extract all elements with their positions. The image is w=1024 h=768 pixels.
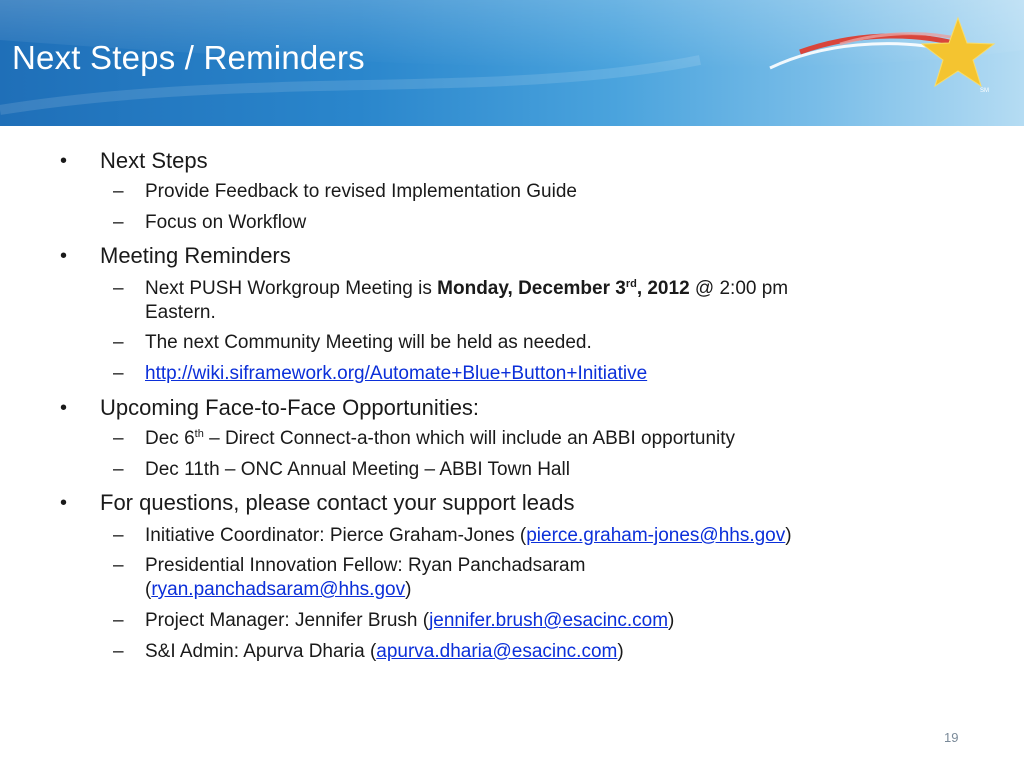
dash-icon: – <box>113 555 124 576</box>
slide-title: Next Steps / Reminders <box>12 39 365 76</box>
dash-icon: – <box>113 641 124 662</box>
section-face-to-face: Upcoming Face-to-Face Opportunities: <box>100 395 480 420</box>
list-item-admin <box>145 640 624 664</box>
pm-text: Project Manager: Jennifer Brush ( <box>145 610 430 631</box>
push-date-text: Monday, December 3 <box>437 278 626 299</box>
dash-icon: – <box>113 363 124 384</box>
fellow-email-line <box>145 578 411 602</box>
push-year-text: , 2012 <box>636 278 690 299</box>
close-paren: ) <box>617 641 624 662</box>
admin-text: S&I Admin: Apurva Dharia ( <box>145 641 377 662</box>
wiki-link[interactable]: http://wiki.siframework.org/Automate+Blue+Button+Initiative <box>145 363 648 384</box>
push-time-text: @ 2:00 pm <box>689 278 789 299</box>
list-item-wiki <box>145 362 647 386</box>
list-item-dec11: Dec 11th – ONC Annual Meeting – ABBI Town Hall <box>145 459 570 480</box>
close-paren: ) <box>668 610 675 631</box>
dec6-date: Dec 6 <box>145 428 195 449</box>
admin-email-link[interactable]: apurva.dharia@esacinc.com <box>376 641 618 662</box>
bullet-icon: • <box>60 397 68 419</box>
coordinator-email-link[interactable]: pierce.graham-jones@hhs.gov <box>526 525 786 546</box>
dec6-text: – Direct Connect-a-thon which will include an ABBI opportunity <box>203 428 736 449</box>
list-item-coordinator <box>145 524 792 548</box>
dec6-suffix: th <box>194 428 204 440</box>
fellow-email-link[interactable]: ryan.panchadsaram@hhs.gov <box>151 579 406 600</box>
list-item: The next Community Meeting will be held as needed. <box>145 332 592 353</box>
list-item-push-meeting <box>145 277 788 301</box>
list-item-fellow: Presidential Innovation Fellow: Ryan Panchadsaram <box>145 555 586 576</box>
bullet-icon: • <box>60 492 68 514</box>
open-paren: ( <box>145 579 152 600</box>
section-meeting-reminders: Meeting Reminders <box>100 243 291 268</box>
close-paren: ) <box>405 579 412 600</box>
dash-icon: – <box>113 278 124 299</box>
coordinator-text: Initiative Coordinator: Pierce Graham-Jones ( <box>145 525 527 546</box>
dash-icon: – <box>113 332 124 353</box>
dash-icon: – <box>113 428 124 449</box>
section-next-steps: Next Steps <box>100 148 208 173</box>
dash-icon: – <box>113 181 124 202</box>
push-meeting-date <box>437 278 689 299</box>
list-item: Focus on Workflow <box>145 212 307 233</box>
push-meeting-timezone: Eastern. <box>145 302 216 323</box>
list-item-pm <box>145 609 674 633</box>
service-mark: SM <box>980 88 989 94</box>
dash-icon: – <box>113 610 124 631</box>
slide-header <box>0 0 1024 126</box>
push-meeting-text: Next PUSH Workgroup Meeting is <box>145 278 438 299</box>
bullet-icon: • <box>60 245 68 267</box>
list-item: Provide Feedback to revised Implementation Guide <box>145 181 577 202</box>
dash-icon: – <box>113 459 124 480</box>
dash-icon: – <box>113 525 124 546</box>
bullet-icon: • <box>60 150 68 172</box>
push-date-suffix: rd <box>625 278 637 290</box>
page-number: 19 <box>944 730 959 745</box>
dash-icon: – <box>113 212 124 233</box>
list-item-dec6 <box>145 427 735 451</box>
close-paren: ) <box>785 525 792 546</box>
pm-email-link[interactable]: jennifer.brush@esacinc.com <box>429 610 669 631</box>
section-contacts: For questions, please contact your support leads <box>100 490 575 515</box>
